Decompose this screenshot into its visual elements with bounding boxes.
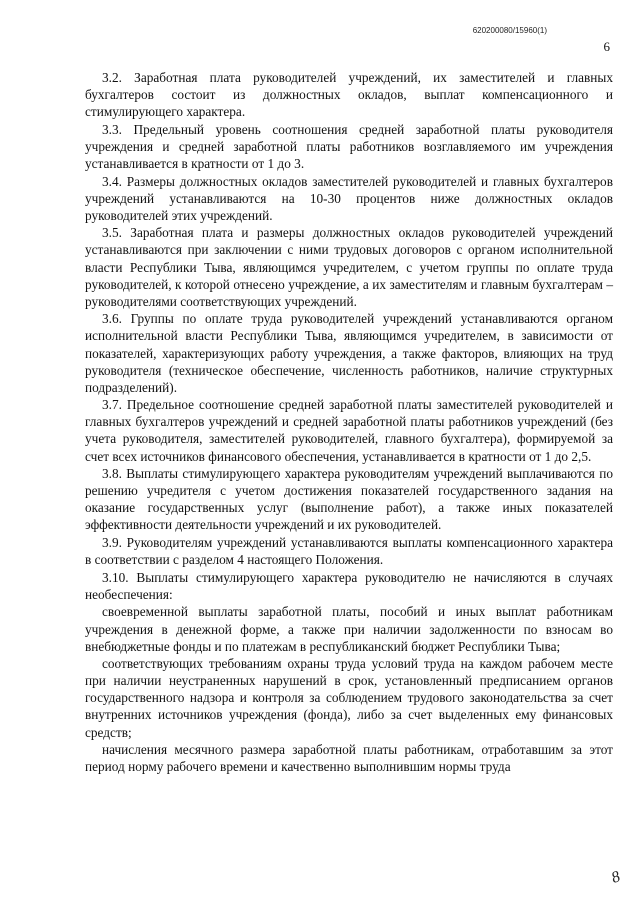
paragraph-3-8: 3.8. Выплаты стимулирующего характера руководителям учреждений выплачиваются по решению учредителя с учетом достижения показателей государственного задания на оказание государственных услуг (выполнение работ), а также иных показателей эффективности деятельности учреждений и их руководителей.: [85, 466, 613, 533]
paragraph-3-10: 3.10. Выплаты стимулирующего характера руководителю не начисляются в случаях необеспечения:: [85, 569, 613, 602]
paragraph-3-4: 3.4. Размеры должностных окладов заместителей руководителей и главных бухгалтеров учреждений устанавливаются на 10-30 процентов ниже должностных окладов руководителей этих учреждений.: [85, 173, 613, 223]
document-id: 620200080/15960(1): [472, 26, 547, 35]
paragraph-3-7: 3.7. Предельное соотношение средней заработной платы заместителей руководителей и главных бухгалтеров учреждений и средней заработной платы работников учреждений (без учета руководителя, заместителей руководителей, главного бухгалтера), формируемой за счет всех источников финансового обеспечения, устанавливается в кратности от 1 до 2,5.: [85, 397, 613, 464]
document-body: [85, 69, 613, 776]
page-number: 6: [603, 39, 610, 54]
list-item-monthly-pay: начисления месячного размера заработной платы работникам, отработавшим за этот период норму рабочего времени и качественно выполнившим нормы труда: [85, 742, 613, 775]
handwritten-mark: 8: [609, 868, 623, 887]
list-item-wages: своевременной выплаты заработной платы, пособий и иных выплат работникам учреждения в денежной форме, а также при наличии задолженности по взносам во внебюджетные фонды и по платежам в республиканский бюджет Республики Тыва;: [85, 604, 613, 654]
paragraph-3-5: 3.5. Заработная плата и размеры должностных окладов руководителей учреждений устанавливаются при заключении с ними трудовых договоров с органом исполнительной власти Республики Тыва, являющимся учредителем, с учетом группы по оплате труда руководителей, к которой отнесено учреждение, а их заместителям и главным бухгалтерам – руководителями соответствующих учреждений.: [85, 225, 613, 309]
paragraph-3-9: 3.9. Руководителям учреждений устанавливаются выплаты компенсационного характера в соответствии с разделом 4 настоящего Положения.: [85, 535, 613, 568]
paragraph-3-2: 3.2. Заработная плата руководителей учреждений, их заместителей и главных бухгалтеров состоит из должностных окладов, выплат компенсационного и стимулирующего характера.: [85, 70, 613, 120]
paragraph-3-3: 3.3. Предельный уровень соотношения средней заработной платы руководителя учреждения и средней заработной платы работников возглавляемого им учреждения устанавливается в кратности от 1 до 3.: [85, 121, 613, 171]
paragraph-3-6: 3.6. Группы по оплате труда руководителей учреждений устанавливаются органом исполнительной власти Республики Тыва, являющимся учредителем, в зависимости от показателей, характеризующих работу учреждения, а также факторов, влияющих на труд руководителя (техническое обеспечение, численность работников, наличие структурных подразделений).: [85, 311, 613, 395]
list-item-labor-safety: соответствующих требованиям охраны труда условий труда на каждом рабочем месте при наличии неустраненных нарушений в срок, установленный предписанием органов государственного надзора и контроля за соблюдением трудового законодательства за счет внутренних источников учреждения (фонда), либо за счет выделенных ему финансовых средств;: [85, 656, 613, 740]
